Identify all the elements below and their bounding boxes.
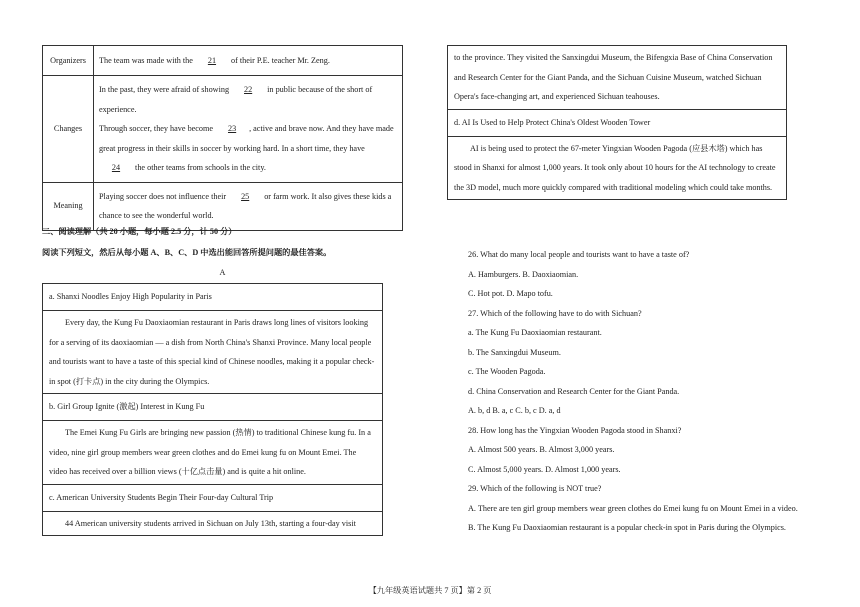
news-c-body-start: 44 American university students arrived in Sichuan on July 13th, starting a four-day visit	[65, 518, 356, 528]
cell-text: In the past, they were afraid of showing	[99, 85, 230, 94]
blank-21: 21	[207, 55, 217, 65]
cell-text: or farm work. It also gives these kids a chance to see the wonderful world.	[99, 191, 392, 220]
option-line: c. The Wooden Pagoda.	[468, 367, 546, 376]
option-line: A. b, d B. a, c C. b, c D. a, d	[468, 406, 561, 415]
cell-text: Through soccer, they have become	[99, 124, 214, 133]
cell-text: the other teams from schools in the city.	[135, 163, 266, 172]
news-b-body-box	[42, 421, 383, 485]
news-d-title: d. AI Is Used to Help Protect China's Oldest Wooden Tower	[454, 117, 651, 127]
option-line: A. Hamburgers. B. Daoxiaomian.	[468, 269, 579, 279]
question-28: 28. How long has the Yingxian Wooden Pagoda stood in Shanxi?	[468, 425, 682, 435]
questions	[468, 245, 808, 538]
option-line: a. The Kung Fu Daoxiaomian restaurant.	[468, 328, 602, 337]
table-row	[43, 46, 403, 76]
row-label-changes: Changes	[43, 76, 94, 183]
row-content-organizers	[94, 46, 403, 76]
question-27: 27. Which of the following have to do with Sichuan?	[468, 308, 642, 318]
section-instruction: 阅读下列短文，然后从每小题 A、B、C、D 中选出能回答所提问题的最佳答案。	[42, 248, 332, 257]
option-line: A. There are ten girl group members wear green clothes do Emei kung fu on Mount Emei in a video.	[468, 503, 798, 513]
news-d-body-box	[447, 137, 787, 201]
cell-text: of their P.E. teacher Mr. Zeng.	[231, 55, 330, 65]
option-line: B. The Kung Fu Daoxiaomian restaurant is a popular check-in spot in Paris during the Olympics.	[468, 523, 786, 532]
page-footer: 【九年级英语试题共 7 页】第 2 页	[368, 586, 492, 595]
blank-23: 23	[227, 124, 237, 133]
news-c-title: c. American University Students Begin Their Four-day Cultural Trip	[49, 492, 274, 502]
cell-text: , active and brave now. And they have made great progress in their skills in soccer by working hard. In a short time, they have	[99, 124, 394, 153]
news-b-title: b. Girl Group Ignite (激起) Interest in Kung Fu	[49, 402, 205, 411]
news-b-body: The Emei Kung Fu Girls are bringing new passion (热情) to traditional Chinese kung fu. In a video, nine girl group members wear green clothes and do Emei kung fu on Mount Emei. The video has received over a billion views (十亿点击量) and is quite a hit online.	[49, 428, 371, 476]
news-left	[42, 283, 383, 536]
question-26: 26. What do many local people and tourists want to have a taste of?	[468, 250, 690, 259]
row-label-organizers: Organizers	[43, 46, 94, 76]
blank-24: 24	[111, 163, 121, 172]
option-line: A. Almost 500 years. B. Almost 3,000 years.	[468, 445, 615, 454]
row-content-changes	[94, 76, 403, 183]
option-line: C. Hot pot. D. Mapo tofu.	[468, 289, 553, 298]
blank-25: 25	[241, 191, 250, 201]
cell-text: in public because of the short of experience.	[99, 85, 373, 114]
news-c-cont-box	[447, 45, 787, 110]
blank-22: 22	[244, 85, 253, 94]
news-c-title-box	[42, 485, 383, 512]
news-a-body: Every day, the Kung Fu Daoxiaomian restaurant in Paris draws long lines of visitors looking for a serving of its daoxiaomian — a dish from North China's Shanxi Province. Many local people and tourists want to have a taste of this special kind of Chinese noodles, making it a popular check-in spot (打卡点) in the city during the Olympics.	[49, 318, 375, 386]
table-row	[43, 76, 403, 183]
news-a-title-box	[42, 283, 383, 311]
summary-table	[42, 45, 403, 231]
option-line: C. Almost 5,000 years. D. Almost 1,000 years.	[468, 464, 621, 474]
news-right	[447, 45, 787, 200]
news-c-body-box	[42, 512, 383, 537]
row-content-meaning	[94, 182, 403, 230]
section-heading: 二、阅读理解（共 20 小题，每小题 2.5 分，计 50 分）	[42, 227, 237, 236]
cell-text: The team was made with the	[99, 55, 193, 65]
option-line: b. The Sanxingdui Museum.	[468, 347, 561, 357]
cell-text: Playing soccer does not influence their	[99, 191, 227, 201]
table-row	[43, 182, 403, 230]
news-c-body-cont: to the province. They visited the Sanxingdui Museum, the Bifengxia Base of China Conservation and Research Center for the Giant Panda, and the Sichuan Cuisine Museum, watched Sichuan Opera's face-changing art, and experienced Sichuan teahouses.	[454, 53, 773, 101]
question-29: 29. Which of the following is NOT true?	[468, 484, 602, 493]
news-a-body-box	[42, 311, 383, 394]
passage-letter: A	[219, 268, 226, 277]
news-b-title-box	[42, 394, 383, 421]
news-d-body: AI is being used to protect the 67-meter Yingxian Wooden Pagoda (应县木塔) which has stood in Shanxi for almost 1,000 years. It took only about 10 hours for the AI technology to create the 3D model, much more quickly compared with traditional modeling which could take months.	[454, 143, 776, 192]
news-a-title: a. Shanxi Noodles Enjoy High Popularity in Paris	[49, 292, 212, 301]
news-d-title-box	[447, 110, 787, 137]
row-label-meaning: Meaning	[43, 182, 94, 230]
option-line: d. China Conservation and Research Center for the Giant Panda.	[468, 386, 680, 396]
